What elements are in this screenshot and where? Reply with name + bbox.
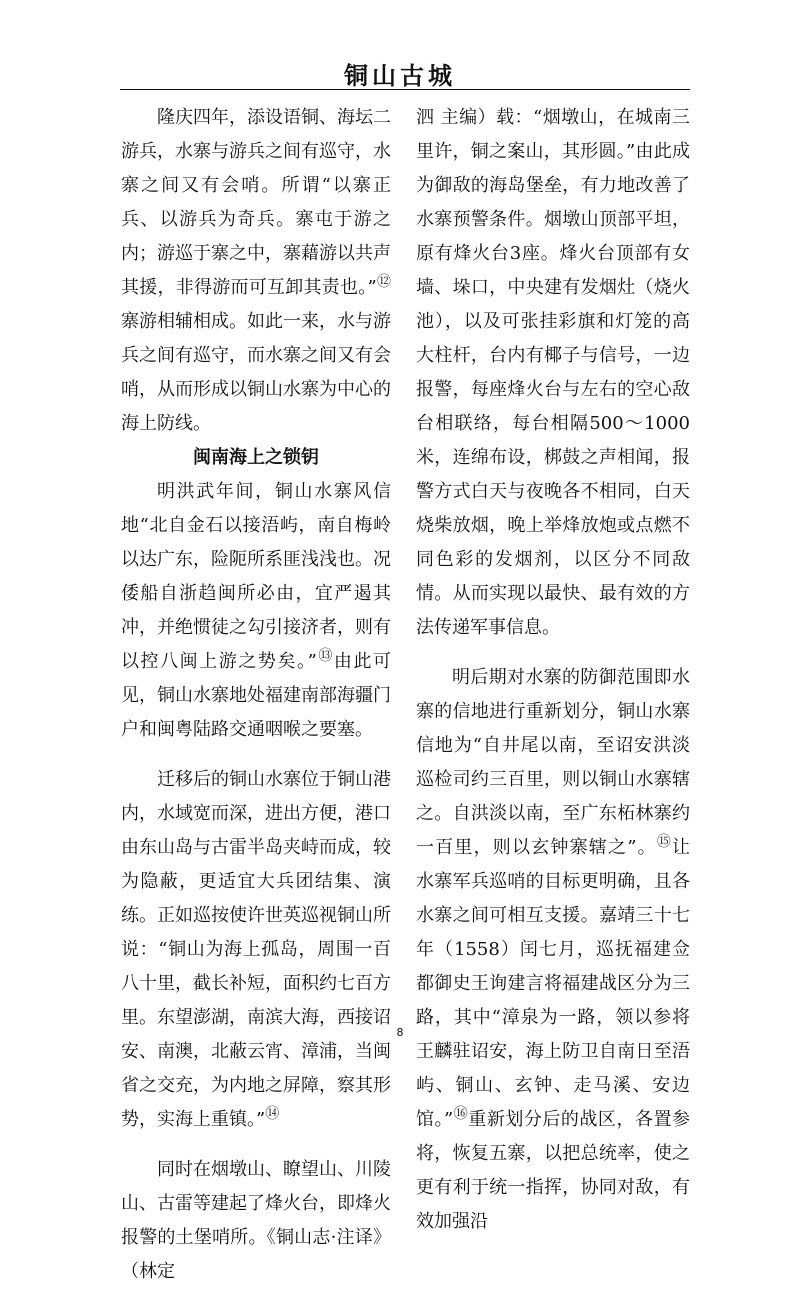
paragraph-text: 同时在烟墩山、瞭望山、川陵山、古雷等建起了烽火台，即烽火报警的土堡哨所。《铜山志·注译》（林定 <box>121 1159 391 1282</box>
page-number: 8 <box>396 1026 404 1039</box>
paragraph-text: 隆庆四年，添设语铜、海坛二游兵，水寨与游兵之间有巡守，水寨之间又有会哨。所谓“以寨正兵、以游兵为奇兵。寨屯于游之内；游巡于寨之中，寨藉游以共声其援，非得游而可互卸其责也。” <box>121 107 391 298</box>
paragraph <box>121 763 391 1137</box>
section-heading: 闽南海上之锁钥 <box>193 447 319 468</box>
paragraph-text: 泗 主编）载：“烟墩山，在城南三里许，铜之案山，其形圆。”由此成为御敌的海岛堡垒，有力地改善了水寨预警条件。烟墩山顶部平坦，原有烽火台3座。烽火台顶部有女墙、垛口，中央建有发烟灶（烧火池），以及可张挂彩旗和灯笼的高大柱杆，台内有椰子与信号，一边报警，每座烽火台与左右的空心敌台相联络，每台相隔500～1000米，连绵布设，梆鼓之声相闻，报警方式白天与夜晚各不相同，白天烧柴放烟，晚上举烽放炮或点燃不同色彩的发烟剂，以区分不同敌情。从而实现以最快、最有效的方法传递军事信息。 <box>416 107 690 638</box>
paragraph-text: 重新划分后的战区，各置参将，恢复五寨，以把总统率，使之更有利于统一指挥，协同对敌，有效加强沿 <box>416 1109 691 1232</box>
paragraph <box>416 101 690 645</box>
footnote-marker: ⑯ <box>453 1106 469 1122</box>
paragraph-text: 明后期对水寨的防御范围即水寨的信地进行重新划分，铜山水寨信地为“自井尾以南，至诏安洪淡巡检司约三百里，则以铜山水寨辖之。自洪淡以南，至广东柘林寨约一百里，则以玄钟寨辖之”。 <box>416 667 690 858</box>
paragraph <box>121 1153 391 1289</box>
header-divider <box>120 89 690 90</box>
running-header-title: 铜山古城 <box>344 61 456 90</box>
right-column <box>416 101 690 1239</box>
paragraph-text: 明洪武年间，铜山水寨风信地“北自金石以接浯屿，南自梅岭以达广东，险阨所系匪浅浅也。况倭船自浙趋闽所必由，宜严遏其冲，并绝惯徒之勾引接济者，则有以控八闽上游之势矣。” <box>121 481 391 672</box>
paragraph-text: 由此可见，铜山水寨地处福建南部海疆门户和闽粤陆路交通咽喉之要塞。 <box>121 651 392 740</box>
paragraph-text: 寨游相辅相成。如此一来，水与游兵之间有巡守，而水寨之间又有会哨，从而形成以铜山水寨为中心的海上防线。 <box>121 311 391 434</box>
paragraph <box>121 101 391 441</box>
paragraph <box>416 661 690 1239</box>
footnote-marker: ⑭ <box>265 1106 280 1122</box>
footnote-marker: ⑫ <box>376 274 392 290</box>
paragraph <box>121 475 391 747</box>
footnote-marker: ⑬ <box>316 648 334 664</box>
paragraph-text: 让水寨军兵巡哨的目标更明确，且各水寨之间可相互支援。嘉靖三十七年（1558）闰七月，巡抚福建佥都御史王询建言将福建战区分为三路，其中“漳泉为一路，领以参将王麟驻诏安，海上防卫自南日至浯屿、铜山、玄钟、走马溪、安边馆。” <box>416 837 691 1130</box>
paragraph-text: 迁移后的铜山水寨位于铜山港内，水域宽而深，进出方便，港口由东山岛与古雷半岛夹峙而成，较为隐蔽，更适宜大兵团结集、演练。正如巡按使许世英巡视铜山所说：“铜山为海上孤岛，周围一百八十里，截长补短，面积约七百方里。东望澎湖，南滨大海，西接诏安、南澳，北蔽云宵、漳浦，当闽省之交充，为内地之屏障，察其形势，实海上重镇。” <box>121 769 391 1130</box>
left-column <box>121 101 391 1289</box>
footnote-marker: ⑮ <box>656 834 673 850</box>
